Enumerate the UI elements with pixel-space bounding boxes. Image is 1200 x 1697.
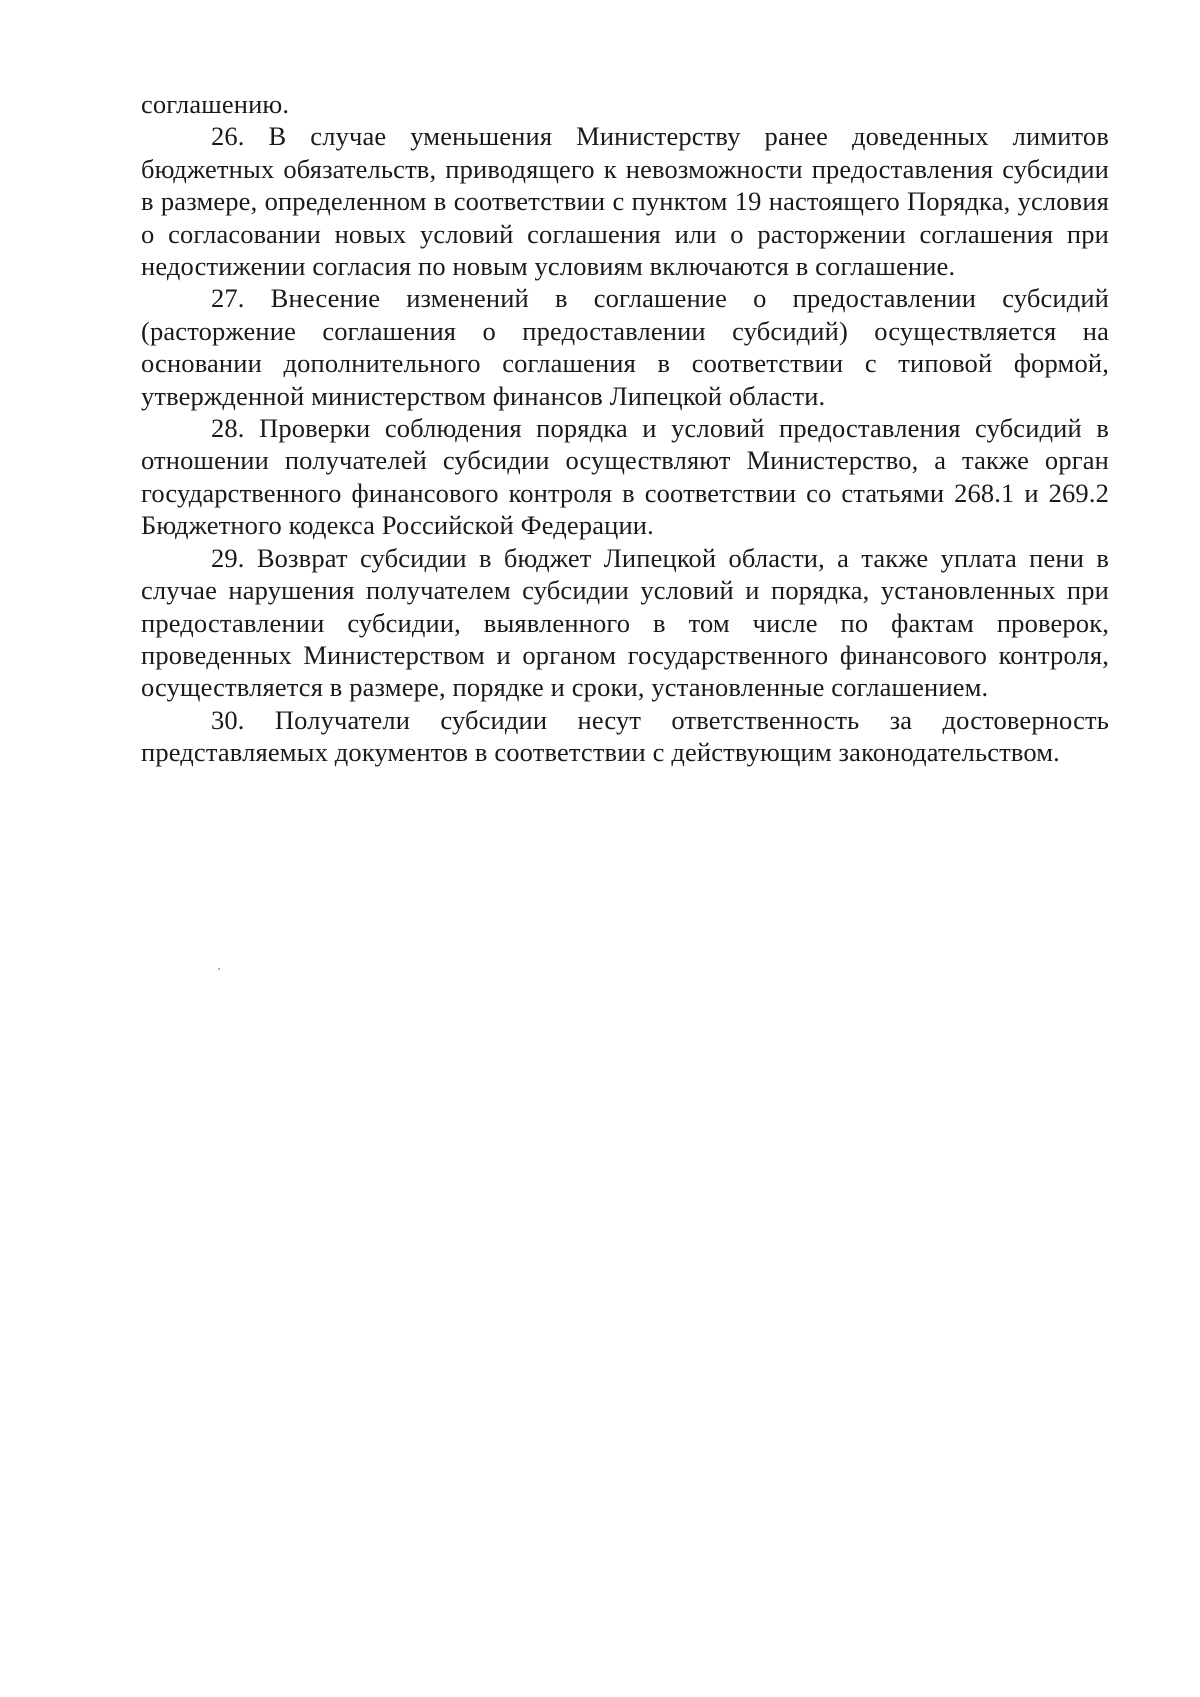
document-body bbox=[141, 88, 1109, 769]
paragraph-29: 29. Возврат субсидии в бюджет Липецкой области, а также уплата пени в случае нарушения получателем субсидии условий и порядка, установленных при предоставлении субсидии, выявленного в том числе по фактам проверок, проведенных Министерством и органом государственного финансового контроля, осуществляется в размере, порядке и сроки, установленные соглашением. bbox=[141, 542, 1109, 703]
paragraph-26: 26. В случае уменьшения Министерству ранее доведенных лимитов бюджетных обязательств, приводящего к невозможности предоставления субсидии в размере, определенном в соответствии с пунктом 19 настоящего Порядка, условия о согласовании новых условий соглашения или о расторжении соглашения при недостижении согласия по новым условиям включаются в соглашение. bbox=[141, 121, 1109, 282]
scan-speck bbox=[218, 968, 220, 970]
paragraph-30: 30. Получатели субсидии несут ответственность за достоверность представляемых документов в соответствии с действующим законодательством. bbox=[141, 704, 1109, 768]
paragraph-27: 27. Внесение изменений в соглашение о предоставлении субсидий (расторжение соглашения о предоставлении субсидий) осуществляется на основании дополнительного соглашения в соответствии с типовой формой, утвержденной министерством финансов Липецкой области. bbox=[141, 283, 1109, 411]
lead-fragment: соглашению. bbox=[141, 89, 290, 119]
paragraph-28: 28. Проверки соблюдения порядка и условий предоставления субсидий в отношении получателей субсидии осуществляют Министерство, а также орган государственного финансового контроля в соответствии со статьями 268.1 и 269.2 Бюджетного кодекса Российской Федерации. bbox=[141, 413, 1109, 541]
